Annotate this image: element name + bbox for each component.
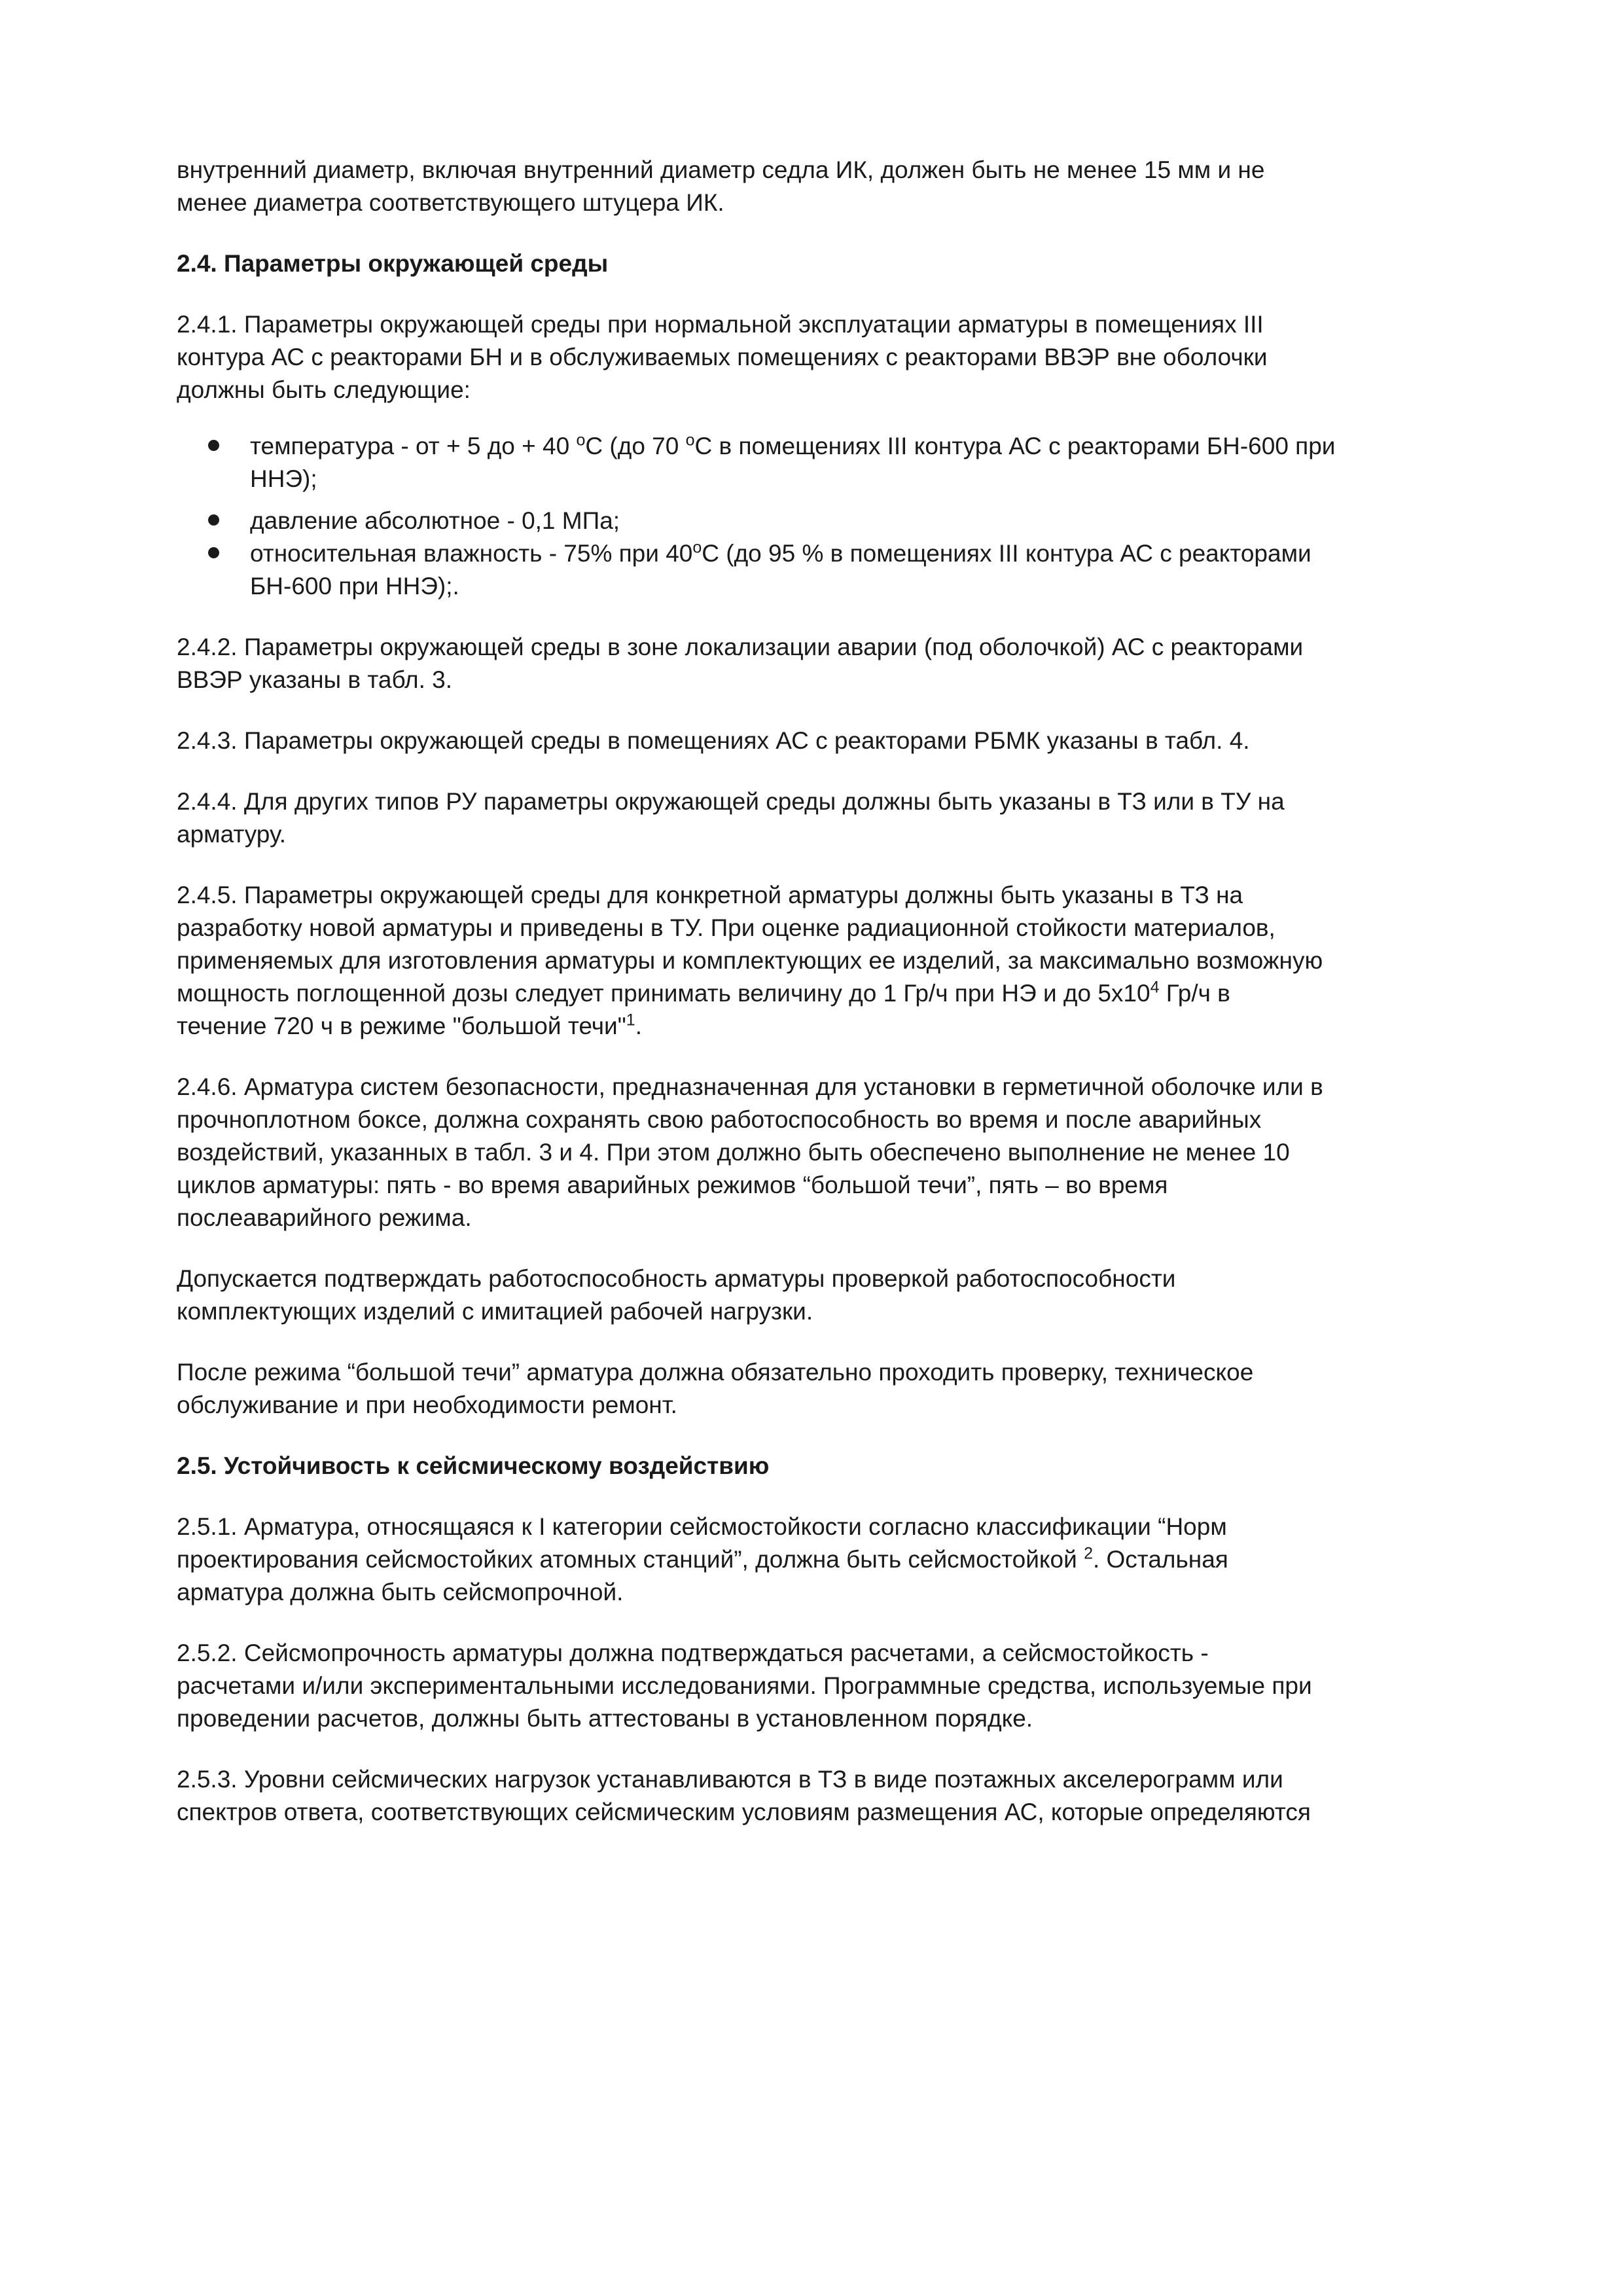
paragraph-2-5-2	[177, 1637, 1486, 1735]
text-line: прочноплотном боксе, должна сохранять свою работоспособность во время и после аварийных	[177, 1106, 1262, 1133]
text-line: разработку новой арматуры и приведены в ТУ. При оценке радиационной стойкости материалов,	[177, 914, 1275, 941]
text-fragment: мощность поглощенной дозы следует принимать величину до 1 Гр/ч при НЭ и до 5х10	[177, 980, 1150, 1007]
text-line: арматура должна быть сейсмопрочной.	[177, 1579, 624, 1605]
text-line: воздействий, указанных в табл. 3 и 4. При этом должно быть обеспечено выполнение не менее 10	[177, 1139, 1290, 1166]
intro-paragraph	[177, 154, 1486, 219]
superscript: о	[576, 431, 586, 450]
text-line: комплектующих изделий с имитацией рабочей нагрузки.	[177, 1298, 813, 1325]
superscript: о	[685, 431, 695, 450]
text-line: 2.5.2. Сейсмопрочность арматуры должна подтверждаться расчетами, а сейсмостойкость -	[177, 1640, 1209, 1666]
text-fragment: температура - от + 5 до + 40	[250, 433, 577, 459]
text-line: проведении расчетов, должны быть аттестованы в установленном порядке.	[177, 1705, 1033, 1732]
paragraph-after-leak	[177, 1356, 1486, 1422]
paragraph-2-4-2	[177, 631, 1486, 696]
text-fragment: .	[635, 1013, 642, 1039]
text-line: ВВЭР указаны в табл. 3.	[177, 666, 453, 693]
text-fragment: относительная влажность - 75% при 40	[250, 540, 693, 567]
document-page	[177, 154, 1486, 1857]
text-line: менее диаметра соответствующего штуцера ИК.	[177, 189, 724, 216]
superscript: о	[692, 538, 702, 557]
text-line: Допускается подтверждать работоспособность арматуры проверкой работоспособности	[177, 1265, 1176, 1292]
text-line: циклов арматуры: пять - во время аварийных режимов “большой течи”, пять – во время	[177, 1172, 1168, 1198]
text-line: 2.5.3. Уровни сейсмических нагрузок устанавливаются в ТЗ в виде поэтажных акселерограмм или	[177, 1766, 1283, 1793]
text-line: 2.5.1. Арматура, относящаяся к I категории сейсмостойкости согласно классификации “Норм	[177, 1513, 1227, 1540]
text-line: внутренний диаметр, включая внутренний диаметр седла ИК, должен быть не менее 15 мм и не	[177, 156, 1265, 183]
text-line: 2.4.5. Параметры окружающей среды для конкретной арматуры должны быть указаны в ТЗ на	[177, 882, 1243, 908]
list-item-pressure: давление абсолютное - 0,1 МПа;	[250, 505, 1486, 537]
paragraph-2-4-6	[177, 1071, 1486, 1234]
text-line: 2.4.1. Параметры окружающей среды при нормальной эксплуатации арматуры в помещениях III	[177, 311, 1264, 338]
list-item-temperature	[250, 430, 1486, 495]
superscript: 4	[1150, 978, 1160, 997]
footnote-ref-2: 2	[1084, 1544, 1093, 1563]
text-line: БН-600 при ННЭ);.	[250, 573, 459, 600]
text-line: применяемых для изготовления арматуры и комплектующих ее изделий, за максимально возможную	[177, 947, 1323, 974]
paragraph-2-4-3: 2.4.3. Параметры окружающей среды в помещениях АС с реакторами РБМК указаны в табл. 4.	[177, 727, 1250, 754]
environment-parameters-list	[177, 430, 1486, 603]
text-fragment: . Остальная	[1092, 1546, 1228, 1573]
paragraph-2-4-5	[177, 879, 1486, 1043]
text-line: контура АС с реакторами БН и в обслуживаемых помещениях с реакторами ВВЭР вне оболочки	[177, 344, 1268, 370]
text-line: арматуру.	[177, 821, 287, 848]
list-item-humidity	[250, 537, 1486, 603]
text-line: расчетами и/или экспериментальными исследованиями. Программные средства, используемые при	[177, 1672, 1312, 1699]
footnote-ref-1: 1	[626, 1011, 635, 1030]
text-line: обслуживание и при необходимости ремонт.	[177, 1391, 677, 1418]
text-line: ННЭ);	[250, 465, 317, 492]
text-line: должны быть следующие:	[177, 376, 471, 403]
text-line: послеаварийного режима.	[177, 1204, 472, 1231]
text-line: После режима “большой течи” арматура должна обязательно проходить проверку, техническое	[177, 1359, 1254, 1386]
paragraph-2-5-1	[177, 1511, 1486, 1609]
text-line: 2.4.6. Арматура систем безопасности, предназначенная для установки в герметичной оболочке или в	[177, 1073, 1323, 1100]
paragraph-2-4-4	[177, 785, 1486, 851]
paragraph-2-4-1	[177, 308, 1486, 406]
text-line: 2.4.4. Для других типов РУ параметры окружающей среды должны быть указаны в ТЗ или в ТУ на	[177, 788, 1285, 815]
section-heading-2-4: 2.4. Параметры окружающей среды	[177, 250, 609, 277]
section-heading-2-5: 2.5. Устойчивость к сейсмическому воздействию	[177, 1452, 770, 1479]
text-fragment: С (до 95 % в помещениях III контура АС с реакторами	[702, 540, 1311, 567]
text-line: 2.4.2. Параметры окружающей среды в зоне локализации аварии (под оболочкой) АС с реакторами	[177, 634, 1304, 660]
paragraph-allowance	[177, 1263, 1486, 1328]
text-fragment: проектирования сейсмостойких атомных станций”, должна быть сейсмостойкой	[177, 1546, 1084, 1573]
text-line: спектров ответа, соответствующих сейсмическим условиям размещения АС, которые определяются	[177, 1799, 1311, 1825]
text-fragment: течение 720 ч в режиме "большой течи"	[177, 1013, 626, 1039]
text-fragment: С в помещениях III контура АС с реакторами БН-600 при	[694, 433, 1336, 459]
paragraph-2-5-3	[177, 1763, 1486, 1829]
text-fragment: С (до 70	[585, 433, 686, 459]
text-fragment: Гр/ч в	[1159, 980, 1230, 1007]
